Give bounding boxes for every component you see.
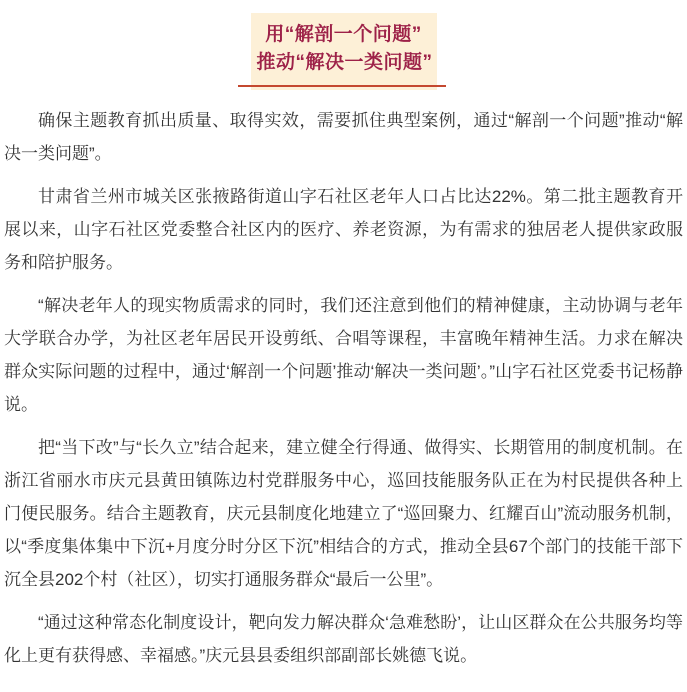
article-page [0,13,687,692]
article-title-box [251,13,437,90]
article-paragraph: 确保主题教育抓出质量、取得实效，需要抓住典型案例，通过“解剖一个问题”推动“解决一类问题”。 [4,111,683,163]
article-paragraph: “通过这种常态化制度设计，靶向发力解决群众‘急难愁盼’，让山区群众在公共服务均等化上更有获得感、幸福感。”庆元县县委组织部副部长姚德飞说。 [4,613,683,665]
article-paragraph: 甘肃省兰州市城关区张掖路街道山字石社区老年人口占比达22%。第二批主题教育开展以来，山字石社区党委整合社区内的医疗、养老资源，为有需求的独居老人提供家政服务和陪护服务。 [4,187,683,272]
article-body [0,104,687,672]
title-underline-divider [238,85,446,87]
article-title-line-1: 用“解剖一个问题” [265,24,422,45]
article-paragraph: “解决老年人的现实物质需求的同时，我们还注意到他们的精神健康，主动协调与老年大学联合办学，为社区老年居民开设剪纸、合唱等课程，丰富晚年精神生活。力求在解决群众实际问题的过程中，通过‘解剖一个问题’推动‘解决一类问题’。”山字石社区党委书记杨静说。 [4,296,683,414]
article-title-line-2: 推动“解决一类问题” [256,52,433,73]
article-paragraph: 把“当下改”与“长久立”结合起来，建立健全行得通、做得实、长期管用的制度机制。在浙江省丽水市庆元县黄田镇陈边村党群服务中心，巡回技能服务队正在为村民提供各种上门便民服务。结合主题教育，庆元县制度化地建立了“巡回聚力、红耀百山”流动服务机制，以“季度集体集中下沉+月度分时分区下沉”相结合的方式，推动全县67个部门的技能干部下沉全县202个村（社区），切实打通服务群众“最后一公里”。 [4,438,683,589]
